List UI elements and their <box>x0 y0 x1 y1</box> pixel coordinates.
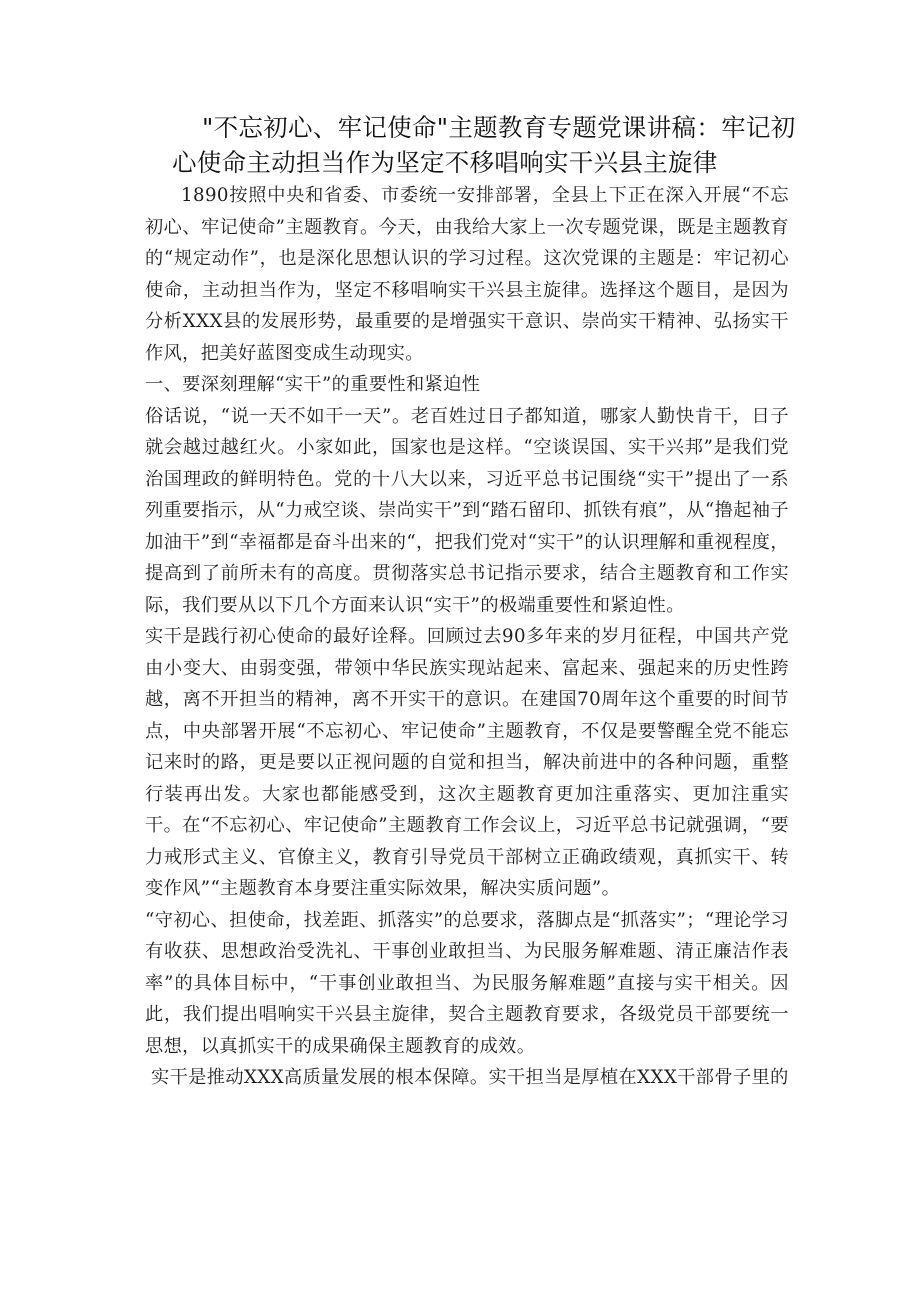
intro-paragraph: 1890按照中央和省委、市委统一安排部署，全县上下正在深入开展“不忘初心、牢记使命”主题教育。今天，由我给大家上一次专题党课，既是主题教育的“规定动作”，也是深化思想认识的学习过程。这次党课的主题是：牢记初心使命，主动担当作为，坚定不移唱响实干兴县主旋律。选择这个题目，是因为分析XXX县的发展形势，最重要的是增强实干意识、崇尚实干精神、弘扬实干作风，把美好蓝图变成生动现实。 <box>145 185 789 364</box>
body-paragraph: 实干是推动XXX高质量发展的根本保障。实干担当是厚植在XXX干部骨子里的 <box>151 1067 789 1088</box>
body-paragraph: 俗话说，“说一天不如干一天”。老百姓过日子都知道，哪家人勤快肯干，日子就会越过越红火。小家如此，国家也是这样。“空谈误国、实干兴邦”是我们党治国理政的鲜明特色。党的十八大以来，习近平总书记围绕“实干”提出了一系列重要指示，从“力戒空谈、崇尚实干”到“踏石留印、抓铁有痕”，从“撸起袖子加油干”到“幸福都是奋斗出来的“，把我们党对“实干”的认识理解和重视程度，提高到了前所未有的高度。贯彻落实总书记指示要求，结合主题教育和工作实际，我们要从以下几个方面来认识“实干”的极端重要性和紧迫性。 <box>145 405 789 616</box>
body-paragraph: “守初心、担使命，找差距、抓落实”的总要求，落脚点是“抓落实”；“理论学习有收获、思想政治受洗礼、干事创业敢担当、为民服务解难题、清正廉洁作表率”的具体目标中，“干事创业敢担当、为民服务解难题”直接与实干相关。因此，我们提出唱响实干兴县主旋律，契合主题教育要求，各级党员干部要统一思想，以真抓实干的成果确保主题教育的成效。 <box>145 909 789 1057</box>
section-heading: 一、要深刻理解“实干”的重要性和紧迫性 <box>145 374 481 395</box>
body-paragraph: 实干是践行初心使命的最好诠释。回顾过去90多年来的岁月征程，中国共产党由小变大、由弱变强，带领中华民族实现站起来、富起来、强起来的历史性跨越，离不开担当的精神，离不开实干的意识。在建国70周年这个重要的时间节点，中央部署开展“不忘初心、牢记使命”主题教育，不仅是要警醒全党不能忘记来时的路，更是要以正视问题的自觉和担当，解决前进中的各种问题，重整行装再出发。大家也都能感受到，这次主题教育更加注重落实、更加注重实干。在“不忘初心、牢记使命”主题教育工作会议上，习近平总书记就强调，“要力戒形式主义、官僚主义，教育引导党员干部树立正确政绩观，真抓实干、转变作风”“主题教育本身要注重实际效果，解决实质问题”。 <box>145 626 789 899</box>
document-title: "不忘初心、牢记使命"主题教育专题党课讲稿：牢记初心使命主动担当作为坚定不移唱响实干兴县主旋律 <box>172 113 796 177</box>
document-body <box>145 180 789 1094</box>
